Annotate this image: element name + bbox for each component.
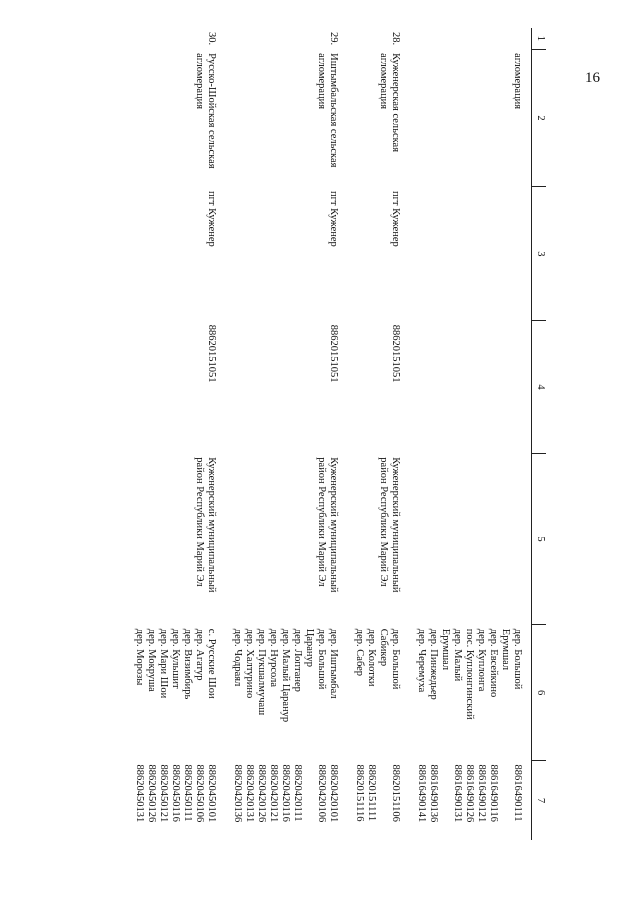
settlement-name: Ерумшал (440, 628, 451, 671)
settlement-name: дер. Халтурино (244, 628, 255, 699)
center-code-cell: 88620151051 (328, 324, 339, 383)
settlement-name: дер. Большой (390, 628, 401, 690)
settlement-name: Сабикер (378, 628, 389, 667)
settlement-code: 88616490131 (452, 764, 463, 823)
settlement-code: 88616490116 (488, 764, 499, 822)
settlement-name: дер. Мари Шои (158, 628, 169, 699)
agglomeration-name-cell: Русско-Шойская сельская агломерация (194, 53, 217, 169)
column-header: 5 (532, 453, 547, 625)
settlements-cell (133, 625, 231, 761)
column-header: 2 (532, 49, 547, 187)
column-header: 6 (532, 625, 547, 761)
settlement-name: дер. Визимбирь (182, 628, 193, 700)
settlement-name: дер. Нурсола (268, 628, 279, 688)
settlement-code: 88616490111 (512, 764, 523, 822)
column-header: 4 (532, 321, 547, 453)
settlements-cell (415, 625, 532, 761)
column-header: 3 (532, 187, 547, 321)
settlement-name: Ерумшал (500, 628, 511, 671)
settlement-name: дер. Мокруша (146, 628, 157, 692)
center-cell: пгт Куженер (328, 190, 339, 247)
settlement-name: Царанур (304, 628, 315, 668)
settlement-code (377, 764, 389, 836)
settlement-code (499, 764, 511, 836)
table-row (353, 28, 415, 840)
settlement-codes-cell (415, 760, 532, 840)
settlement-code: 88620450131 (134, 764, 145, 823)
center-cell: пгт Куженер (390, 190, 401, 247)
settlement-code: 88616490136 (428, 764, 439, 823)
settlement-name: дер. Большой (512, 628, 523, 690)
agglomeration-name-cell: Иштымбальская сельская агломерация (316, 53, 339, 168)
settlement-code: 88620420121 (268, 764, 279, 823)
settlement-code: 88620420126 (256, 764, 267, 823)
settlement-name: дер. Пукшалмучаш (256, 628, 267, 716)
settlement-name: с. Русские Шои (206, 628, 217, 699)
row-number-cell: 30. (206, 32, 217, 46)
district-cell (415, 453, 532, 625)
settlement-code: 88620420106 (316, 764, 327, 823)
settlements-cell (231, 625, 353, 761)
settlement-name: пос. Куплонгинский (464, 628, 475, 720)
settlement-name: дер. Малый Царанур (280, 628, 291, 723)
settlement-code: 88620420101 (328, 764, 339, 823)
settlement-code: 88620420111 (292, 764, 303, 822)
district-cell: Куженерский муниципальный район Республики Марий Эл (194, 457, 217, 593)
settlement-name: дер. Сабер (354, 628, 365, 677)
column-header: 7 (532, 760, 547, 840)
settlement-name: дер. Малый (452, 628, 463, 682)
settlement-code (303, 764, 315, 836)
settlement-code: 88620450101 (206, 764, 217, 823)
district-cell: Куженерский муниципальный район Республики Марий Эл (316, 457, 339, 593)
table-row (415, 28, 532, 840)
settlement-code: 88620450121 (158, 764, 169, 823)
table-row (231, 28, 353, 840)
settlement-codes-cell (353, 760, 415, 840)
center-code-cell (415, 321, 532, 453)
settlement-codes-cell (133, 760, 231, 840)
settlement-name: дер. Куплонга (476, 628, 487, 692)
settlement-name: дер. Евсейкино (488, 628, 499, 698)
column-header-row (532, 28, 547, 840)
settlement-code: 88620151111 (366, 764, 377, 822)
row-number-cell (415, 28, 532, 49)
center-code-cell: 88620151051 (206, 324, 217, 383)
settlement-code: 88620420136 (232, 764, 243, 823)
settlement-code: 88616490141 (416, 764, 427, 823)
settlement-name: дер. Лоптанер (292, 628, 303, 692)
settlement-name: дер. Агатур (194, 628, 205, 681)
settlement-code: 88616490121 (476, 764, 487, 823)
settlement-name: дер. Черемуха (416, 628, 427, 693)
settlement-code: 88620420116 (280, 764, 291, 822)
agglomeration-name-cell: агломерация (512, 53, 523, 110)
settlement-codes-cell (231, 760, 353, 840)
settlement-code: 88616490126 (464, 764, 475, 823)
row-number-cell: 29. (328, 32, 339, 46)
settlement-code: 88620450106 (194, 764, 205, 823)
center-cell (415, 187, 532, 321)
district-cell: Куженерский муниципальный район Республики Марий Эл (378, 457, 401, 593)
settlement-name: дер. Морозы (134, 628, 145, 686)
agglomeration-table (133, 28, 546, 840)
agglomeration-name-cell: Куженерская сельская агломерация (378, 53, 401, 153)
settlement-code: 88620151116 (354, 764, 365, 822)
settlement-name: дер. Пинжедьер (428, 628, 439, 700)
center-cell: пгт Куженер (206, 190, 217, 247)
settlement-code: 88620151106 (390, 764, 401, 822)
settlement-name: дер. Колотки (366, 628, 377, 687)
center-code-cell: 88620151051 (390, 324, 401, 383)
settlements-cell (353, 625, 415, 761)
settlement-code: 88620450111 (182, 764, 193, 822)
rotated-page-content (118, 0, 638, 840)
settlement-name: дер. Иштымбал (328, 628, 339, 699)
settlement-code: 88620420131 (244, 764, 255, 823)
settlement-name: дер. Чодраял (232, 628, 243, 687)
row-number-cell: 28. (390, 32, 401, 46)
column-header: 1 (532, 28, 547, 49)
settlement-code (439, 764, 451, 836)
settlement-name: дер. Кульшит (170, 628, 181, 689)
page-number: 16 (585, 70, 600, 86)
settlement-code: 88620450126 (146, 764, 157, 823)
settlement-name: дер. Большой (316, 628, 327, 690)
table-row (133, 28, 231, 840)
settlement-code: 88620450116 (170, 764, 181, 822)
